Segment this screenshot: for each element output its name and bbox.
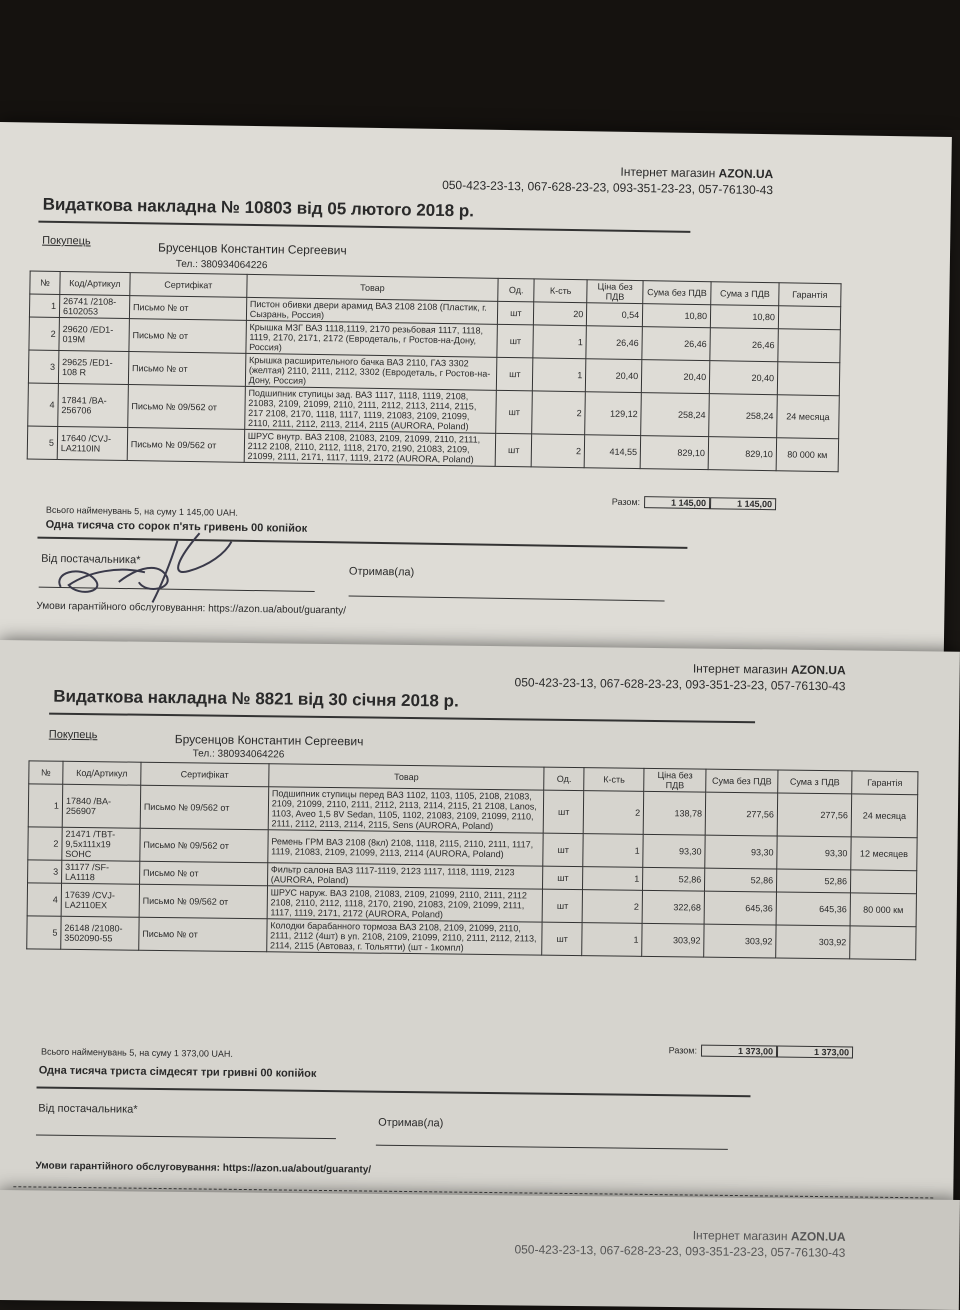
column-header: Ціна без ПДВ <box>587 280 643 304</box>
buyer-label: Покупець <box>42 234 91 248</box>
cell-unit: шт <box>542 889 582 922</box>
buyer-name: Брусенцов Константин Сергеевич <box>157 240 347 258</box>
cell-guar <box>850 870 916 894</box>
cell-code: 17840 /BA-256907 <box>62 784 140 828</box>
cell-unit: шт <box>496 390 533 434</box>
cell-qty: 2 <box>583 791 643 835</box>
total-label: Разом: <box>668 1045 698 1056</box>
invoice-table <box>27 270 842 472</box>
shop-name: Інтернет магазин AZON.UA <box>620 164 774 182</box>
cell-item: ШРУС наруж. ВАЗ 2108, 21083, 2109, 21099, 2110, 2111, 2112 2108, 2110, 2112, 1118, 2170, 2190, 21083, 2109, 21099, 2111, 1117, 1119, 2171, 2172 (AURORA, Poland) <box>267 886 543 922</box>
column-header: Сума з ПДВ <box>711 282 779 306</box>
items-summary: Всього найменувань 5, на суму 1 373,00 UAH. <box>40 1046 234 1059</box>
cell-unit: шт <box>497 357 533 391</box>
cell-qty: 2 <box>532 391 586 435</box>
next-invoice-sheet <box>0 1190 960 1310</box>
cell-sum: 10,80 <box>643 304 711 328</box>
column-header: К-сть <box>534 279 587 303</box>
cell-code: 17841 /BA-256706 <box>58 383 129 427</box>
buyer-phone: Тел.: 380934064226 <box>192 748 285 761</box>
cell-sum-vat: 26,46 <box>710 328 778 362</box>
cell-guar: 24 месяца <box>851 794 918 838</box>
cell-code: 26148 /21080-3502090-55 <box>61 916 139 950</box>
invoice-sheet-1 <box>0 122 952 667</box>
total-row <box>635 1044 853 1059</box>
cell-qty: 1 <box>533 325 586 359</box>
cell-qty: 1 <box>583 834 643 868</box>
cell-item: Ремень ГРМ ВАЗ 2108 (8кл) 2108, 1118, 2115, 2110, 2111, 1117, 1119, 21083, 2109, 21099, 2113, 2114 (AURORA, Poland) <box>268 830 544 866</box>
cell-sum: 277,56 <box>705 792 777 836</box>
receiver-label: Отримав(ла) <box>348 565 415 579</box>
sum-underline <box>37 1086 751 1097</box>
cell-item: Крышка МЗГ ВАЗ 1118,1119, 2170 резьбовая 1117, 1118, 1119, 2170, 2171, 2172 (Евродеталь, г Ростов-на-Дону, Россия) <box>246 320 498 357</box>
column-header: № <box>30 271 60 294</box>
cell-guar <box>778 306 840 330</box>
handwritten-signature <box>48 525 239 608</box>
cell-sum-vat: 645,36 <box>776 892 850 926</box>
cell-cert: Письмо № 09/562 от <box>128 385 246 430</box>
cell-unit: шт <box>543 866 583 889</box>
buyer-label: Покупець <box>48 728 98 742</box>
receiver-sign-line <box>349 596 665 602</box>
cell-cert: Письмо № от <box>128 352 245 387</box>
column-header: Од. <box>544 767 584 790</box>
cell-sum-vat: 303,92 <box>776 925 850 959</box>
cell-item: Крышка расширительного бачка ВАЗ 2110, ГАЗ 3302 (желтая) 2110, 2111, 2112, 3302 (Евродеталь, г Ростов-на-Дону, Россия) <box>245 353 497 390</box>
cell-price: 26,46 <box>586 326 642 360</box>
cell-item: Подшипник ступицы перед ВАЗ 1102, 1103, 1105, 2108, 21083, 2109, 21099, 2110, 2111, 2112, 2113, 2114, 2115, 21 2108, Lanos, 1103, Aveo 1,5 8V Sedan, 1105, 1102, 21083, 2109, 21099, 2110, 2111, 2112, 2113, 2114, 2115, Sens (AURORA, Poland) <box>268 787 544 833</box>
column-header: Сума з ПДВ <box>778 770 852 794</box>
cell-price: 52,86 <box>643 867 705 891</box>
cell-qty: 20 <box>534 302 587 326</box>
cell-code: 17639 /CVJ-LA2110EX <box>61 883 139 917</box>
cell-cert: Письмо № 09/562 от <box>140 785 268 830</box>
cell-n: 4 <box>27 883 61 916</box>
column-header: Сертифікат <box>141 762 269 787</box>
column-header: Сума без ПДВ <box>706 769 778 793</box>
cell-n: 1 <box>28 784 62 827</box>
cell-price: 0,54 <box>587 303 643 327</box>
cell-sum-vat: 93,30 <box>777 836 851 870</box>
cell-guar: 24 месяца <box>777 395 840 439</box>
shop-phones: 050-423-23-13, 067-628-23-23, 093-351-23-23, 057-76130-43 <box>514 1242 846 1260</box>
supplier-label: Від постачальника* <box>41 552 141 567</box>
cell-cert: Письмо № от <box>139 861 267 886</box>
table-body <box>27 294 840 472</box>
cell-unit: шт <box>497 324 533 358</box>
sum-in-words: Одна тисяча сто сорок п'ять гривень 00 копійок <box>45 518 308 535</box>
cell-n: 4 <box>28 383 59 426</box>
cell-guar: 80 000 км <box>776 438 839 472</box>
shop-name: Інтернет магазин AZON.UA <box>692 661 846 678</box>
cell-sum-vat: 20,40 <box>709 361 777 395</box>
cell-n: 2 <box>29 317 59 350</box>
cell-sum: 93,30 <box>705 835 777 869</box>
column-header: Сертифікат <box>130 273 247 298</box>
cell-guar: 80 000 км <box>850 893 916 927</box>
cell-n: 5 <box>27 426 57 459</box>
total-row <box>588 495 776 510</box>
cell-qty: 2 <box>531 434 584 468</box>
shop-phones: 050-423-23-13, 067-628-23-23, 093-351-23-23, 057-76130-43 <box>442 177 774 198</box>
receiver-sign-line <box>376 1145 728 1150</box>
cell-code: 26741 /2108-6102053 <box>59 294 129 318</box>
cell-item: Фильтр салона ВАЗ 1117-1119, 2123 1117, 1118, 1119, 2123 (AURORA, Poland) <box>267 863 543 889</box>
total-sum: 1 373,00 <box>701 1045 777 1058</box>
cell-cert: Письмо № от <box>129 296 246 321</box>
cell-item: ШРУС внутр. ВАЗ 2108, 21083, 2109, 21099, 2110, 2111, 2112 2108, 2110, 2112, 1118, 2170, 2190, 21083, 2109, 21099, 2111, 2171, 1117, 1119, 2172 (AURORA, Poland) <box>244 429 496 466</box>
total-sum: 1 145,00 <box>644 496 710 509</box>
total-sum-vat: 1 145,00 <box>710 497 776 510</box>
cell-code: 17640 /CVJ-LA2110IN <box>57 426 127 460</box>
cell-code: 31177 /SF-LA1118 <box>61 860 139 884</box>
cell-cert: Письмо № от <box>139 917 267 952</box>
cell-sum: 645,36 <box>704 891 776 925</box>
column-header: Гарантія <box>852 771 918 795</box>
cell-sum: 52,86 <box>705 868 777 892</box>
cell-unit: шт <box>543 790 583 833</box>
cell-qty: 2 <box>582 890 642 924</box>
column-header: № <box>29 761 63 784</box>
shop-header <box>514 1225 845 1260</box>
invoice-sheet-2 <box>0 640 960 1222</box>
column-header: Сума без ПДВ <box>643 281 711 305</box>
cell-n: 2 <box>28 827 62 860</box>
cell-sum: 258,24 <box>641 393 710 437</box>
column-header: Од. <box>498 278 534 302</box>
column-header: Код/Артикул <box>60 271 130 295</box>
cell-item: Пистон обивки двери арамид ВАЗ 2108 2108 (Пластик, г. Сызрань, Россия) <box>246 297 498 324</box>
cell-price: 414,55 <box>584 435 640 469</box>
cell-sum-vat: 52,86 <box>777 869 851 893</box>
shop-header <box>442 161 773 198</box>
shop-name: Інтернет магазин AZON.UA <box>692 1228 846 1244</box>
cell-n: 1 <box>29 294 59 317</box>
cell-qty: 1 <box>533 358 586 392</box>
shop-phones: 050-423-23-13, 067-628-23-23, 093-351-23-23, 057-76130-43 <box>514 675 846 694</box>
cell-cert: Письмо № 09/562 от <box>140 828 268 863</box>
column-header: Ціна без ПДВ <box>644 768 706 792</box>
invoice-table <box>26 760 918 960</box>
cell-price: 129,12 <box>585 392 642 436</box>
title-underline <box>49 713 755 724</box>
buyer-name: Брусенцов Константин Сергеевич <box>174 732 364 749</box>
cell-n: 3 <box>28 350 58 383</box>
cell-code: 21471 /TBT-9,5x111x19 SOHC <box>62 827 140 861</box>
cell-guar <box>777 362 840 396</box>
cell-n: 5 <box>27 916 61 949</box>
column-header: Товар <box>247 274 499 301</box>
cell-cert: Письмо № 09/562 от <box>139 884 267 919</box>
cell-sum: 303,92 <box>704 924 776 958</box>
cell-guar <box>778 329 841 363</box>
cell-qty: 1 <box>583 867 643 891</box>
column-header: К-сть <box>584 768 644 792</box>
cell-price: 138,78 <box>643 791 705 835</box>
cell-guar <box>850 926 916 960</box>
guarantee-terms: Умови гарантійного обслуговування: https://azon.ua/about/guaranty/ <box>35 1160 372 1176</box>
table-body <box>27 784 918 960</box>
cell-sum: 829,10 <box>640 436 708 470</box>
cell-price: 93,30 <box>643 834 705 868</box>
cell-unit: шт <box>498 301 534 325</box>
cell-unit: шт <box>542 922 582 955</box>
receiver-label: Отримав(ла) <box>378 1116 444 1130</box>
cell-cert: Письмо № 09/562 от <box>127 428 244 463</box>
column-header: Код/Артикул <box>63 761 141 785</box>
cell-n: 3 <box>28 860 62 883</box>
cell-sum-vat: 829,10 <box>708 437 776 471</box>
guarantee-terms: Умови гарантійного обслуговування: https://azon.ua/about/guaranty/ <box>36 600 347 617</box>
buyer-phone: Тел.: 380934064226 <box>175 258 268 272</box>
sum-in-words: Одна тисяча триста сімдесят три гривні 00 копійок <box>38 1064 317 1080</box>
cell-unit: шт <box>543 833 583 866</box>
cell-price: 20,40 <box>586 359 642 393</box>
column-header: Товар <box>268 764 544 790</box>
shop-header <box>515 658 846 694</box>
total-sum-vat: 1 373,00 <box>777 1046 853 1059</box>
cell-unit: шт <box>495 433 531 467</box>
cell-sum: 26,46 <box>642 327 710 361</box>
cell-code: 29625 /ED1-108 R <box>58 350 128 384</box>
supplier-label: Від постачальника* <box>38 1102 138 1116</box>
items-summary: Всього найменувань 5, на суму 1 145,00 UAH. <box>45 504 238 518</box>
background <box>0 0 960 130</box>
cell-guar: 12 месяцев <box>851 837 917 871</box>
cell-cert: Письмо № от <box>129 319 246 354</box>
cell-qty: 1 <box>582 923 642 957</box>
cell-sum-vat: 258,24 <box>709 394 778 438</box>
cell-sum: 20,40 <box>641 360 709 394</box>
invoice-title: Видаткова накладна № 8821 від 30 січня 2018 р. <box>53 686 459 711</box>
title-underline <box>38 221 690 233</box>
cell-sum-vat: 277,56 <box>777 793 851 837</box>
cell-item: Колодки барабанного тормоза ВАЗ 2108, 2109, 21099, 2110, 2111, 2112 (4шт) в уп. 2108, 2109, 21099, 2110, 2111, 2112, 2113, 2114, 2115 (Автоваз, г. Тольятти) (шт - 1компл) <box>266 919 542 955</box>
invoice-title: Видаткова накладна № 10803 від 05 лютого 2018 р. <box>42 194 475 221</box>
cell-item: Подшипник ступицы зад. ВАЗ 1117, 1118, 1119, 2108, 21083, 2109, 21099, 2110, 2111, 2112, 2113, 2114, 2115, 217 2108, 2170, 1118, 1117, 1119, 21083, 2109, 21099, 2110, 2111, 2112, 2113, 2114, 2115 (AURORA, Poland) <box>244 386 496 433</box>
column-header: Гарантія <box>779 283 841 307</box>
cell-code: 29620 /ED1-019M <box>59 317 129 351</box>
total-label: Разом: <box>611 496 641 508</box>
cell-price: 303,92 <box>642 923 704 957</box>
cell-sum-vat: 10,80 <box>710 305 778 329</box>
supplier-sign-line <box>36 1134 336 1139</box>
cell-price: 322,68 <box>642 890 704 924</box>
